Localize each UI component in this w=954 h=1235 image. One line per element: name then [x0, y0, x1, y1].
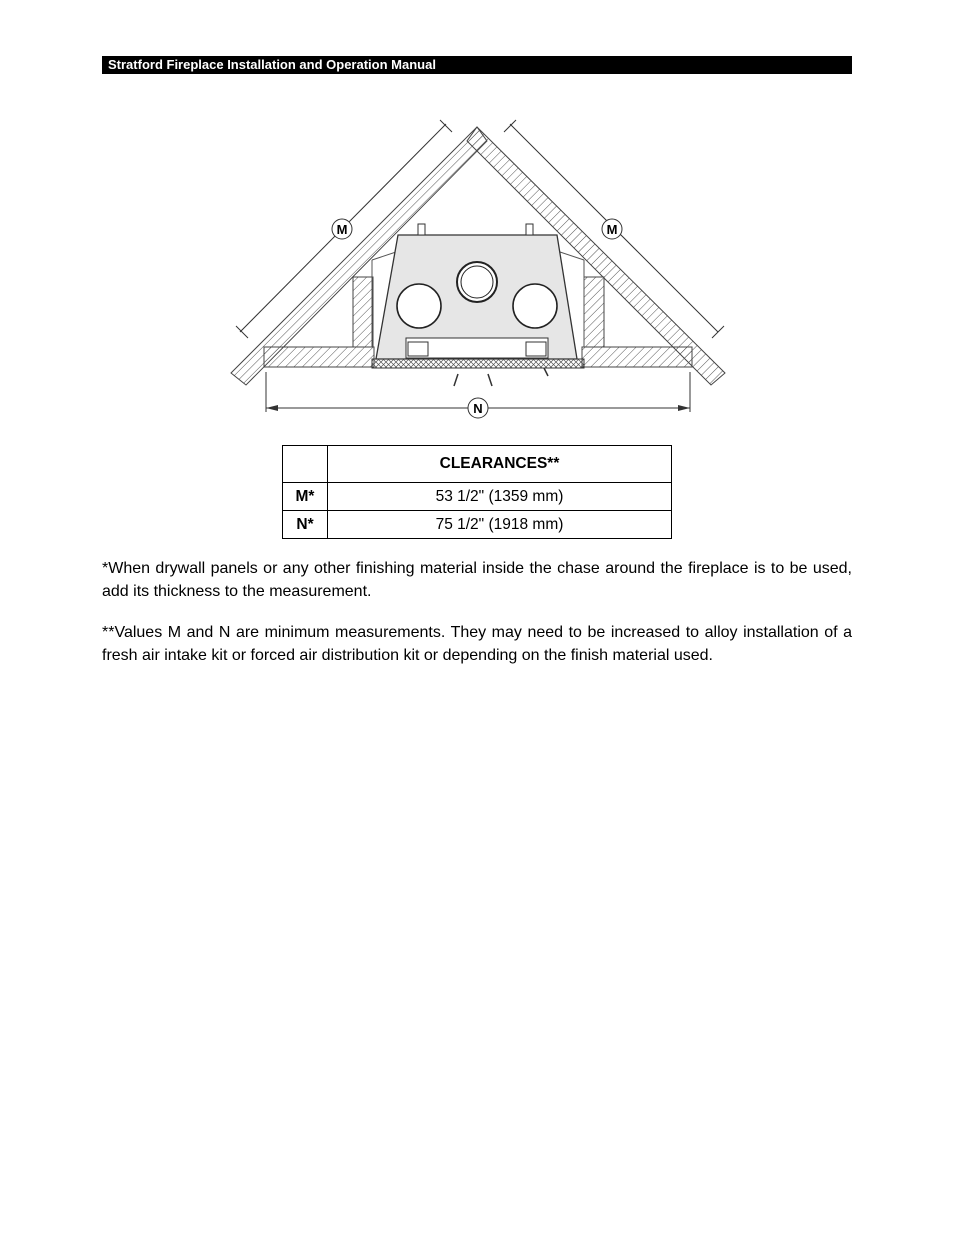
left-stud — [353, 277, 373, 347]
table-row — [283, 483, 672, 511]
row-value: 53 1/2" (1359 mm) — [328, 483, 672, 511]
row-key: N* — [283, 511, 328, 539]
center-vent — [457, 262, 497, 302]
manual-title: Stratford Fireplace Installation and Operation Manual — [108, 57, 436, 72]
row-value: 75 1/2" (1918 mm) — [328, 511, 672, 539]
label-m-right — [602, 219, 622, 239]
table-header-row — [283, 446, 672, 483]
corner-clearance-diagram — [226, 112, 726, 428]
label-m-left-text: M — [336, 222, 348, 237]
right-floor-framing — [582, 347, 692, 367]
note-minimum-values: **Values M and N are minimum measurements. They may need to be increased to alloy installation of a fresh air intake kit or forced air distribution kit or depending on the finish material used. — [102, 624, 852, 664]
row-key: M* — [283, 483, 328, 511]
left-vent — [397, 284, 441, 328]
table-row — [283, 511, 672, 539]
right-vent — [513, 284, 557, 328]
note-drywall: *When drywall panels or any other finishing material inside the chase around the fireplace is to be used, add its thickness to the measurement. — [102, 560, 852, 600]
label-m-right-text: M — [606, 222, 618, 237]
hearth-strip — [372, 359, 584, 368]
label-m-left — [332, 219, 352, 239]
label-n-text: N — [473, 401, 483, 416]
page-header — [102, 56, 852, 74]
header-empty-cell — [283, 446, 328, 483]
right-stud — [584, 277, 604, 347]
left-floor-framing — [264, 347, 374, 367]
clearances-header: CLEARANCES** — [328, 446, 672, 483]
clearances-table — [282, 445, 672, 539]
label-n — [468, 398, 488, 418]
